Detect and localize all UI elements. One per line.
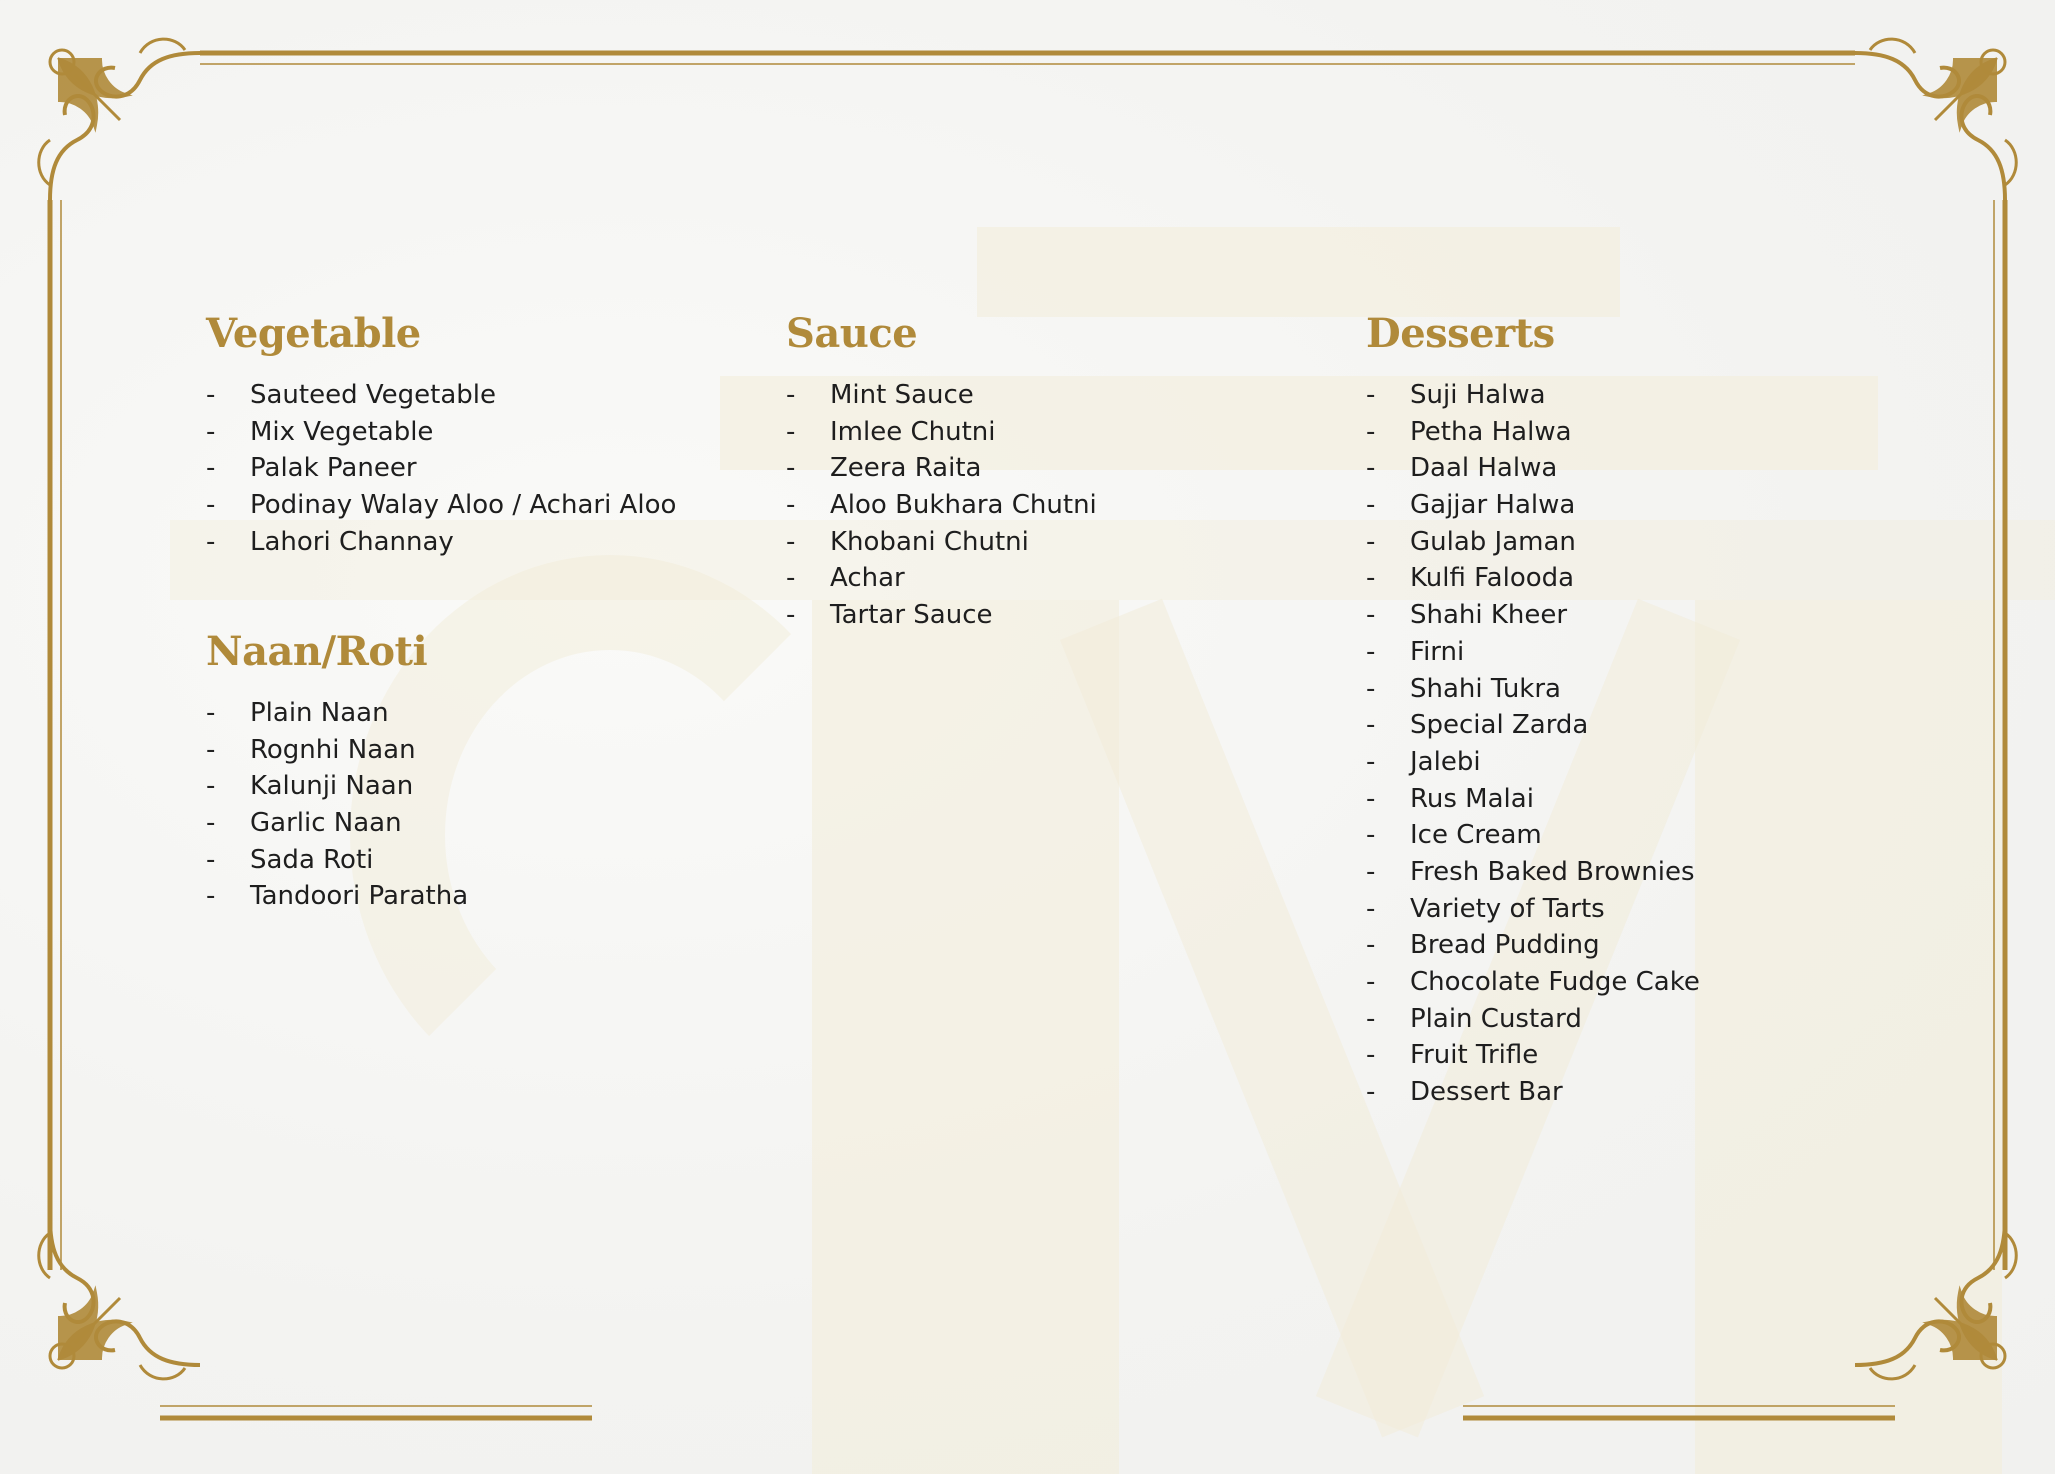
bullet-dash: - [786,600,796,631]
list-item [1366,414,1700,451]
list-item [1366,1074,1700,1111]
bullet-dash: - [206,844,216,875]
list-sauce [786,377,1097,634]
list-item [1366,854,1700,891]
item-label: Mint Sauce [830,380,974,410]
list-item [786,560,1097,597]
list-item [206,377,676,414]
item-label: Sada Roti [250,844,374,875]
corner-ornament-bottom-left [39,1218,200,1379]
bullet-dash: - [786,526,796,557]
list-item [1366,634,1700,671]
bullet-dash: - [206,416,216,447]
bullet-dash: - [1366,820,1376,851]
item-label: Podinay Walay Aloo / Achari Aloo [250,490,677,521]
bullet-dash: - [1366,746,1376,777]
list-item [1366,450,1700,487]
list-item [1366,817,1700,854]
item-label: Fruit Trifle [1410,1040,1539,1071]
list-item [206,878,468,915]
item-label: Imlee Chutni [830,416,996,447]
list-item [1366,927,1700,964]
item-label: Kalunji Naan [250,771,414,802]
section-title-desserts: Desserts [1366,310,1555,357]
item-label: Special Zarda [1410,710,1589,741]
bullet-dash: - [786,416,796,447]
item-label: Fresh Baked Brownies [1410,856,1695,887]
list-item [206,732,468,769]
item-label: Sauteed Vegetable [250,380,496,410]
item-label: Daal Halwa [1410,453,1558,484]
item-label: Tartar Sauce [830,600,993,631]
bullet-dash: - [1366,930,1376,961]
corner-ornament-top-left [39,39,200,200]
bullet-dash: - [1366,563,1376,594]
item-label: Chocolate Fudge Cake [1410,967,1700,997]
section-title-naan-roti: Naan/Roti [206,628,428,675]
item-label: Bread Pudding [1410,930,1600,961]
list-item [1366,1037,1700,1074]
bullet-dash: - [1366,490,1376,521]
bullet-dash: - [1366,1077,1376,1108]
bullet-dash: - [1366,1003,1376,1034]
section-title-sauce: Sauce [786,310,918,357]
bullet-dash: - [786,490,796,521]
item-label: Gajjar Halwa [1410,490,1576,521]
list-item [1366,560,1700,597]
bullet-dash: - [1366,453,1376,484]
bullet-dash: - [786,380,796,410]
list-item [1366,964,1700,1001]
item-label: Ice Cream [1410,820,1542,851]
list-item [1366,597,1700,634]
item-label: Palak Paneer [250,453,417,484]
bullet-dash: - [1366,856,1376,887]
list-naan-roti [206,695,468,915]
list-item [786,524,1097,561]
list-item [206,487,676,524]
bullet-dash: - [1366,710,1376,741]
item-label: Plain Naan [250,698,389,728]
section-title-vegetable: Vegetable [206,310,421,357]
list-vegetable [206,377,676,560]
list-item [206,450,676,487]
list-item [786,450,1097,487]
item-label: Tandoori Paratha [250,881,469,912]
item-label: Mix Vegetable [250,416,434,447]
item-label: Rognhi Naan [250,734,416,765]
list-item [1366,524,1700,561]
list-item [1366,781,1700,818]
list-item [206,805,468,842]
list-item [1366,671,1700,708]
item-label: Lahori Channay [250,526,454,557]
bullet-dash: - [206,490,216,521]
list-item [1366,707,1700,744]
bullet-dash: - [1366,893,1376,924]
bullet-dash: - [1366,636,1376,667]
bullet-dash: - [1366,380,1376,410]
list-item [786,487,1097,524]
bullet-dash: - [1366,416,1376,447]
bullet-dash: - [206,881,216,912]
list-item [786,377,1097,414]
list-item [1366,891,1700,928]
item-label: Zeera Raita [830,453,982,484]
bullet-dash: - [1366,1040,1376,1071]
corner-ornament-bottom-right [1855,1218,2016,1379]
bullet-dash: - [206,808,216,839]
bullet-dash: - [1366,967,1376,997]
item-label: Suji Halwa [1410,380,1546,410]
item-label: Shahi Tukra [1410,673,1561,704]
item-label: Jalebi [1410,746,1481,777]
item-label: Khobani Chutni [830,526,1029,557]
bullet-dash: - [206,380,216,410]
list-item [1366,1001,1700,1038]
list-item [206,842,468,879]
bullet-dash: - [206,526,216,557]
item-label: Aloo Bukhara Chutni [830,490,1097,521]
list-item [206,768,468,805]
bullet-dash: - [1366,600,1376,631]
bullet-dash: - [1366,526,1376,557]
list-item [206,524,676,561]
item-label: Dessert Bar [1410,1077,1563,1108]
bullet-dash: - [206,453,216,484]
item-label: Petha Halwa [1410,416,1572,447]
bullet-dash: - [206,734,216,765]
list-item [1366,487,1700,524]
item-label: Gulab Jaman [1410,526,1576,557]
bullet-dash: - [1366,783,1376,814]
item-label: Rus Malai [1410,783,1534,814]
item-label: Firni [1410,636,1465,667]
item-label: Garlic Naan [250,808,402,839]
corner-ornament-top-right [1855,39,2016,200]
item-label: Achar [830,563,905,594]
item-label: Kulfi Falooda [1410,563,1575,594]
bullet-dash: - [786,453,796,484]
list-item [786,414,1097,451]
item-label: Variety of Tarts [1410,893,1605,924]
list-item [206,414,676,451]
bullet-dash: - [786,563,796,594]
list-item [206,695,468,732]
list-item [1366,377,1700,414]
list-item [786,597,1097,634]
item-label: Shahi Kheer [1410,600,1568,631]
bullet-dash: - [206,771,216,802]
list-desserts [1366,377,1700,1111]
bullet-dash: - [206,698,216,728]
item-label: Plain Custard [1410,1003,1582,1034]
list-item [1366,744,1700,781]
bullet-dash: - [1366,673,1376,704]
